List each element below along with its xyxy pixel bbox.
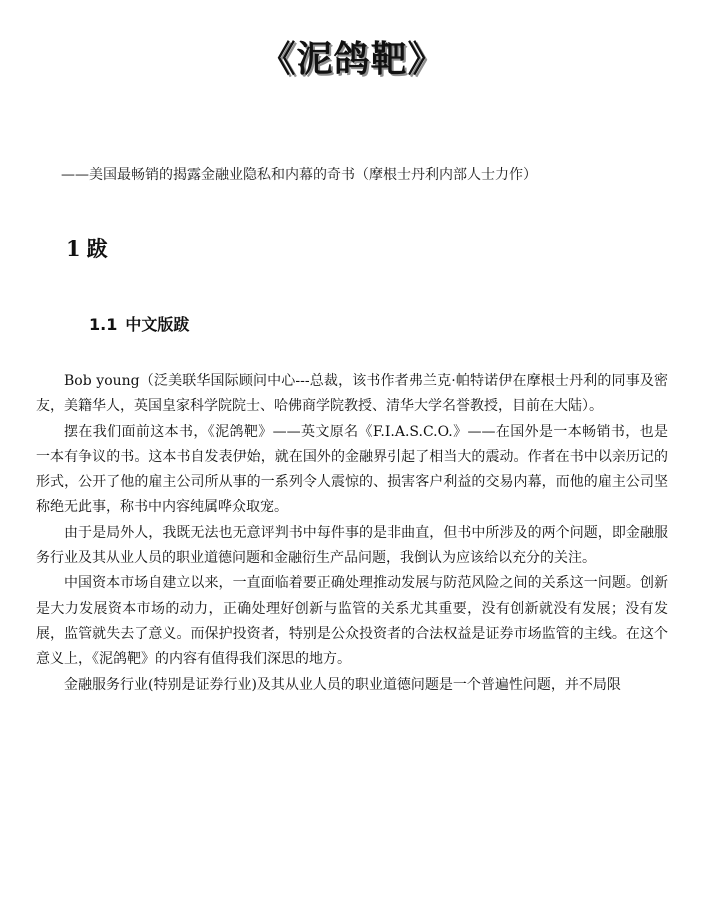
section-title: 跋: [86, 236, 108, 261]
paragraph: 金融服务行业(特别是证券行业)及其从业人员的职业道德问题是一个普遍性问题，并不局限: [64, 676, 621, 693]
section-heading: [66, 234, 108, 264]
paragraph: Bob young（泛美联华国际顾问中心---总裁，该书作者弗兰克·帕特诺伊在摩根士丹利的同事及密友，美籍华人，英国皇家科学院院士、哈佛商学院教授、清华大学名誉教授，目前在大陆）。: [36, 373, 668, 415]
subsection-number: 1.1: [89, 315, 118, 334]
paragraph: 中国资本市场自建立以来，一直面临着要正确处理推动发展与防范风险之间的关系这一问题。创新是大力发展资本市场的动力，正确处理好创新与监管的关系尤其重要，没有创新就没有发展；没有发展，监管就失去了意义。而保护投资者，特别是公众投资者的合法权益是证券市场监管的主线。在这个意义上，《泥鸽靶》的内容有值得我们深思的地方。: [36, 575, 668, 668]
paragraph: 由于是局外人，我既无法也无意评判书中每件事的是非曲直，但书中所涉及的两个问题，即金融服务行业及其从业人员的职业道德问题和金融衍生产品问题，我倒认为应该给以充分的关注。: [36, 524, 668, 567]
paragraph: 摆在我们面前这本书，《泥鸽靶》——英文原名《F.I.A.S.C.O.》——在国外是一本畅销书，也是一本有争议的书。这本书自发表伊始，就在国外的金融界引起了相当大的震动。作者在书中以亲历记的形式，公开了他的雇主公司所从事的一系列令人震惊的、损害客户利益的交易内幕，而他的雇主公司坚称绝无此事，称书中内容纯属哗众取宠。: [36, 423, 668, 516]
book-subtitle: ——美国最畅销的揭露金融业隐私和内幕的奇书（摩根士丹利内部人士力作）: [61, 167, 537, 183]
body-text: [36, 369, 668, 698]
subsection-heading: [89, 313, 189, 337]
section-number: 1: [66, 236, 81, 261]
book-title: 《泥鸽靶》: [259, 39, 445, 80]
subsection-title: 中文版跋: [125, 315, 190, 334]
